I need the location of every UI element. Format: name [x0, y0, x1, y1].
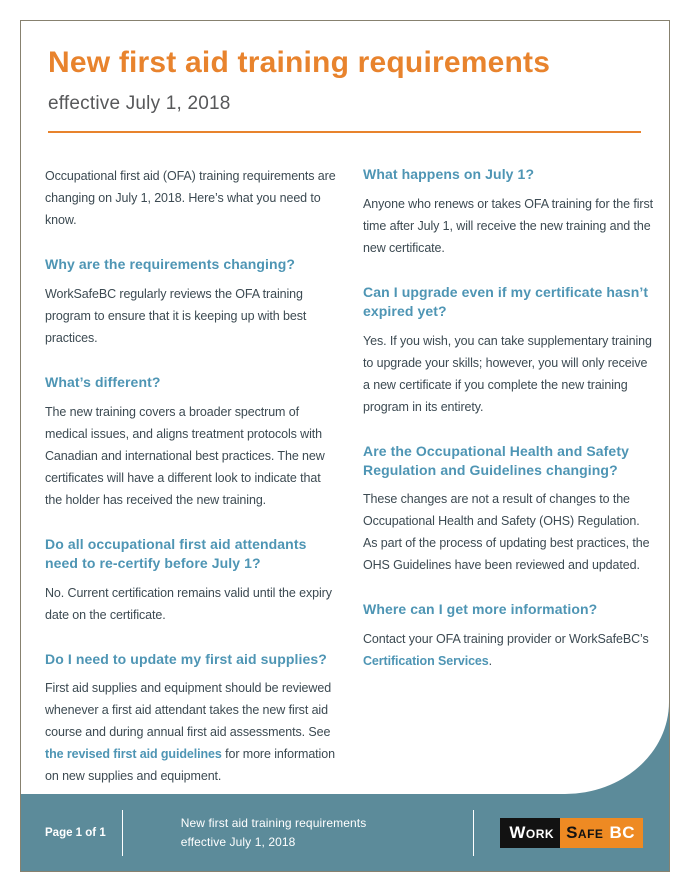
heading-what-happens-july1: What happens on July 1?	[363, 166, 535, 182]
footer-divider	[122, 810, 123, 856]
body-ohs-regulation-changing: These changes are not a result of changes to the Occupational Health and Safety (OHS) Regulation. As part of the process of updating best practices, the OHS Guidelines have been reviewed and updated.	[363, 492, 650, 573]
page-title: New first aid training requirements	[48, 46, 551, 79]
body-whats-different: The new training covers a broader spectrum of medical issues, and aligns treatment protocols with Canadian and international best practices. The new certificates will have a different look to indicate that the holder has received the new training.	[45, 404, 325, 507]
body-text: Contact your OFA training provider or WorkSafeBC’s	[363, 632, 649, 647]
heading-more-information: Where can I get more information?	[363, 601, 598, 618]
logo-work-segment: Work	[500, 818, 560, 848]
page-number-indicator: Page 1 of 1	[45, 826, 106, 839]
right-column	[363, 165, 655, 787]
body-more-information	[363, 628, 655, 672]
heading-ohs-regulation-changing: Are the Occupational Health and Safety Regulation and Guidelines changing?	[363, 442, 629, 478]
document-header	[21, 21, 669, 133]
bottom-right-curve	[565, 702, 669, 794]
body-update-supplies	[45, 677, 337, 787]
body-text: for more information on new supplies and equipment.	[45, 747, 335, 784]
body-what-happens-july1: Anyone who renews or takes OFA training for the first time after July 1, will receive the new training and the new certificate.	[363, 196, 653, 255]
body-text: .	[488, 654, 493, 669]
heading-whats-different: What’s different?	[45, 373, 161, 390]
footer-document-title	[181, 814, 367, 851]
footer-title-line2: effective July 1, 2018	[180, 834, 296, 849]
left-column	[45, 165, 337, 787]
intro-paragraph: Occupational first aid (OFA) training requirements are changing on July 1, 2018. Here’s what you need to know.	[45, 169, 336, 227]
footer-divider	[473, 810, 474, 856]
document-body	[21, 133, 669, 787]
logo-safe-bc-segment	[560, 818, 643, 848]
page-subtitle: effective July 1, 2018	[48, 93, 231, 114]
logo-safe-text: Safe	[566, 822, 604, 842]
footer-title-line1: New first aid training requirements	[180, 815, 367, 830]
page-footer	[21, 794, 669, 871]
heading-why-requirements-changing: Why are the requirements changing?	[45, 256, 295, 272]
body-why-requirements-changing: WorkSafeBC regularly reviews the OFA training program to ensure that it is keeping up with best practices.	[45, 286, 307, 345]
revised-first-aid-guidelines-link[interactable]: the revised first aid guidelines	[45, 747, 222, 762]
body-text: First aid supplies and equipment should be reviewed whenever a first aid attendant takes the new first aid course and during annual first aid assessments. See	[45, 681, 332, 740]
certification-services-link[interactable]: Certification Services	[363, 654, 489, 669]
logo-bc-text: BC	[609, 822, 635, 842]
heading-recertify-before-july1: Do all occupational first aid attendants need to re-certify before July 1?	[45, 535, 307, 571]
curve-mask	[565, 702, 669, 794]
heading-update-supplies: Do I need to update my first aid supplies?	[45, 650, 327, 667]
document-page	[20, 20, 670, 872]
body-can-i-upgrade: Yes. If you wish, you can take supplementary training to upgrade your skills; however, you will only receive a new certificate if you complete the new training program in its entirety.	[363, 333, 652, 414]
body-recertify-before-july1: No. Current certification remains valid until the expiry date on the certificate.	[45, 585, 332, 622]
heading-can-i-upgrade: Can I upgrade even if my certificate hasn’t expired yet?	[363, 283, 649, 319]
worksafebc-logo	[500, 818, 643, 848]
